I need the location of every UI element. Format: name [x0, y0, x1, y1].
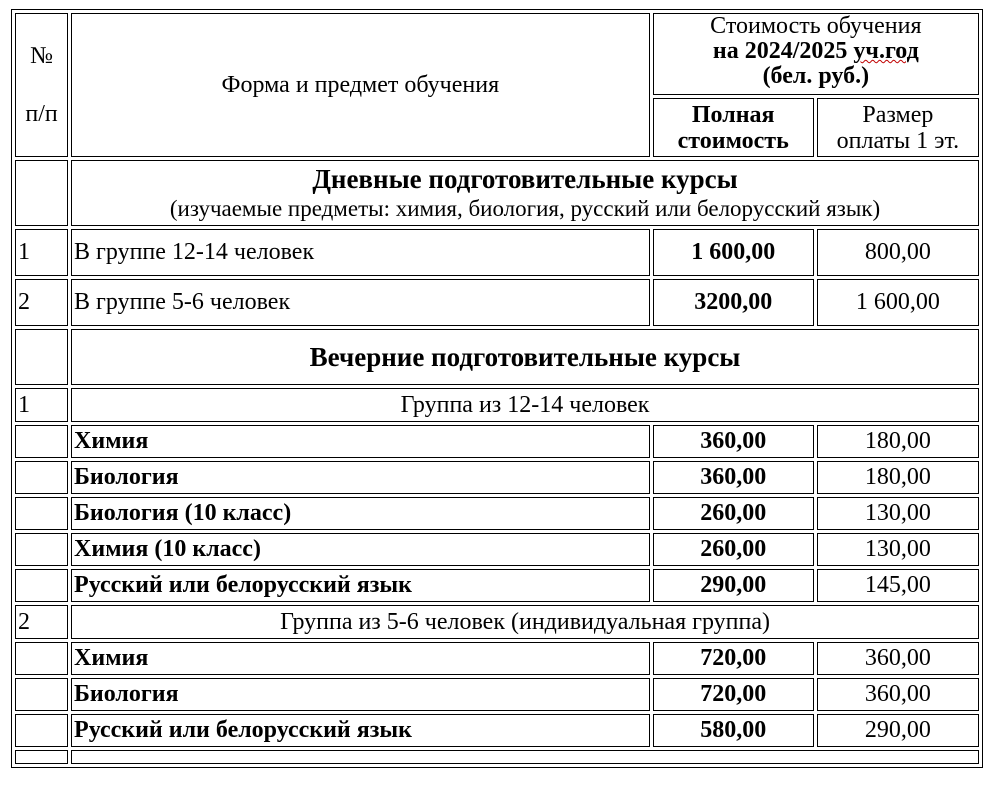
group-label: Группа из 12-14 человек — [71, 388, 979, 422]
header-cost-title: Стоимость обучения — [710, 13, 922, 39]
header-number-cell — [15, 13, 68, 157]
row-subject: Химия — [71, 425, 650, 458]
table-row — [15, 497, 979, 530]
row-full-cost: 360,00 — [653, 461, 814, 494]
row-number — [15, 533, 68, 566]
evening-group-1-row — [15, 388, 979, 422]
row-first-payment: 1 600,00 — [817, 279, 979, 326]
header-full-cost-l2: стоимость — [677, 127, 789, 154]
row-form: В группе 12-14 человек — [71, 229, 650, 276]
row-full-cost: 580,00 — [653, 714, 814, 747]
header-cost-year — [656, 39, 976, 64]
day-section-title: Дневные подготовительные курсы — [312, 164, 738, 194]
day-section-row — [15, 160, 979, 226]
row-number — [15, 425, 68, 458]
row-full-cost: 260,00 — [653, 497, 814, 530]
row-full-cost: 1 600,00 — [653, 229, 814, 276]
group-number: 1 — [15, 388, 68, 422]
row-number — [15, 750, 68, 764]
row-full-cost: 720,00 — [653, 678, 814, 711]
row-form: В группе 5-6 человек — [71, 279, 650, 326]
row-first-payment: 800,00 — [817, 229, 979, 276]
day-row-2 — [15, 279, 979, 326]
header-cost-year-text: на 2024/2025 — [712, 38, 848, 64]
header-cost-cell — [653, 13, 979, 95]
day-section-cell — [71, 160, 979, 226]
day-row-1 — [15, 229, 979, 276]
evening-section-row — [15, 329, 979, 385]
row-number — [15, 678, 68, 711]
row-first-payment: 290,00 — [817, 714, 979, 747]
row-number — [15, 461, 68, 494]
header-first-payment-l1: Размер — [862, 101, 934, 128]
row-first-payment: 360,00 — [817, 678, 979, 711]
header-number-sub: п/п — [25, 101, 58, 127]
row-first-payment: 360,00 — [817, 642, 979, 675]
row-first-payment: 180,00 — [817, 425, 979, 458]
group-label: Группа из 5-6 человек (индивидуальная группа) — [71, 605, 979, 639]
table-row — [15, 533, 979, 566]
row-full-cost: 3200,00 — [653, 279, 814, 326]
row-full-cost: 260,00 — [653, 533, 814, 566]
row-number — [15, 497, 68, 530]
row-number — [15, 714, 68, 747]
tuition-table — [11, 9, 983, 768]
day-section-number — [15, 160, 68, 226]
evening-section-title: Вечерние подготовительные курсы — [71, 329, 979, 385]
row-number — [15, 569, 68, 602]
header-number: № — [30, 43, 53, 69]
evening-group-2-row — [15, 605, 979, 639]
header-first-payment — [817, 98, 979, 157]
row-first-payment: 145,00 — [817, 569, 979, 602]
header-full-cost-l1: Полная — [691, 101, 775, 128]
row-subject: Биология (10 класс) — [71, 497, 650, 530]
row-first-payment: 180,00 — [817, 461, 979, 494]
row-number: 2 — [15, 279, 68, 326]
table-row — [15, 569, 979, 602]
row-subject: Русский или белорусский язык — [71, 714, 650, 747]
table-row-empty — [15, 750, 979, 764]
row-subject: Биология — [71, 678, 650, 711]
row-number — [15, 642, 68, 675]
row-full-cost: 290,00 — [653, 569, 814, 602]
row-subject: Химия (10 класс) — [71, 533, 650, 566]
table-row — [15, 461, 979, 494]
evening-section-number — [15, 329, 68, 385]
header-row — [15, 13, 979, 95]
table-row — [15, 425, 979, 458]
row-full-cost: 720,00 — [653, 642, 814, 675]
header-cost-year-suffix: уч.год — [853, 38, 919, 64]
row-subject: Русский или белорусский язык — [71, 569, 650, 602]
row-number: 1 — [15, 229, 68, 276]
row-subject: Биология — [71, 461, 650, 494]
header-cost-currency: (бел. руб.) — [762, 63, 870, 89]
row-first-payment: 130,00 — [817, 533, 979, 566]
row-full-cost: 360,00 — [653, 425, 814, 458]
table-row — [15, 642, 979, 675]
row-subject: Химия — [71, 642, 650, 675]
table-row — [15, 714, 979, 747]
row-empty — [71, 750, 979, 764]
header-first-payment-l2: оплаты 1 эт. — [836, 127, 960, 154]
table-row — [15, 678, 979, 711]
row-first-payment: 130,00 — [817, 497, 979, 530]
header-form: Форма и предмет обучения — [71, 13, 650, 157]
header-full-cost — [653, 98, 814, 157]
group-number: 2 — [15, 605, 68, 639]
day-section-subtitle: (изучаемые предметы: химия, биология, русский или белорусский язык) — [169, 196, 881, 221]
